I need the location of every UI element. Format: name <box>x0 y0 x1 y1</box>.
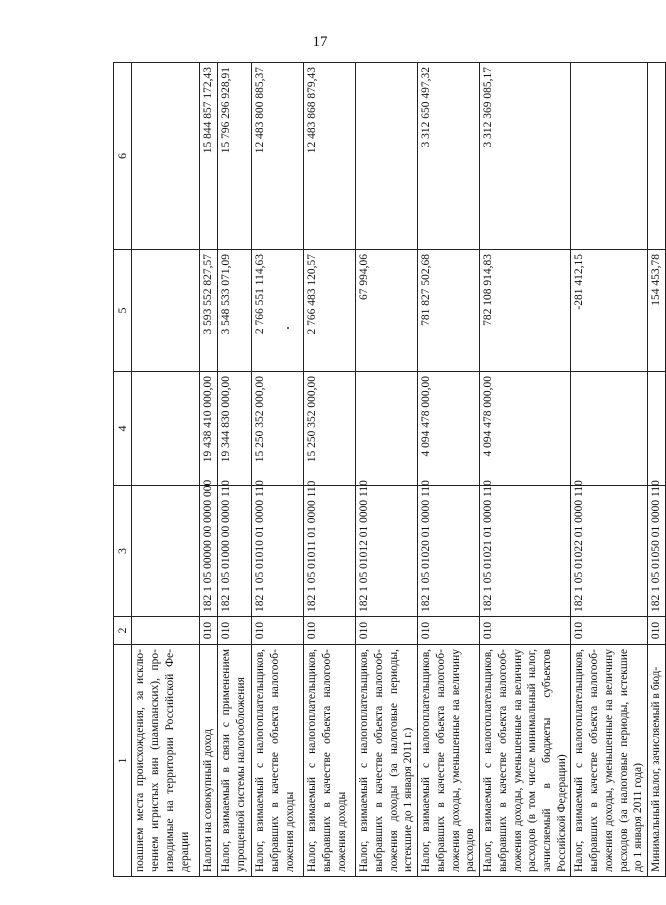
column-header: 6 <box>114 63 132 250</box>
row-name: Налог, взимаемый с налогоплательщиков, выбравших в качестве объекта налогообложения доходы, уменьшенные на величину расходов (в том числе минимальный налог, зачисляемый в бюджеты субъектов Российской Федерации) <box>480 645 571 877</box>
row-kbk: 182 1 05 01022 01 0000 110 <box>571 486 648 617</box>
row-kbk: 182 1 05 01010 01 0000 110 <box>252 486 304 617</box>
table-header-row <box>114 63 132 877</box>
row-remainder: 15 844 857 172,43 <box>200 63 218 250</box>
table-row <box>356 63 418 877</box>
budget-table <box>113 62 666 877</box>
row-remainder: 3 312 369 085,17 <box>480 63 571 250</box>
row-name: поашием места происхождения, за исключением игристых вин (шампанских), производимые на территории Российской Федерации <box>132 645 200 877</box>
table-row <box>132 63 200 877</box>
row-remainder <box>356 63 418 250</box>
row-remainder: 15 796 296 928,91 <box>218 63 252 250</box>
row-remainder <box>647 63 665 250</box>
rotated-table-container <box>113 63 662 877</box>
row-remainder: 3 312 650 497,32 <box>418 63 480 250</box>
row-plan <box>647 372 665 486</box>
row-name: Налог, взимаемый с налогоплательщиков, выбравших в качестве объекта налогообложения доходы, уменьшенные на величину расходов (за налоговые периоды, истекшие до 1 января 2011 года) <box>571 645 648 877</box>
column-header: 2 <box>114 617 132 645</box>
row-executed: 2 766 551 114,63 <box>252 250 304 372</box>
row-executed: 3 548 533 071,09 <box>218 250 252 372</box>
row-name: Минимальный налог, зачисляемый в бюд- <box>647 645 665 877</box>
row-executed: 781 827 502,68 <box>418 250 480 372</box>
row-executed: 782 108 914,83 <box>480 250 571 372</box>
row-kbk: 182 1 05 01000 00 0000 110 <box>218 486 252 617</box>
row-remainder <box>571 63 648 250</box>
row-name: Налог, взимаемый в связи с применением упрощенной системы налогообложения <box>218 645 252 877</box>
row-name: Налог, взимаемый с налогоплательщиков, выбравших в качестве объекта налогообложения доходы (за налоговые периоды, истекшие до 1 января 2011 г.) <box>356 645 418 877</box>
row-plan <box>132 372 200 486</box>
row-kbk: 182 1 05 01012 01 0000 110 <box>356 486 418 617</box>
page-number: 17 <box>312 34 328 50</box>
table-row <box>252 63 304 877</box>
row-code: 010 <box>480 617 571 645</box>
row-kbk: 182 1 05 01021 01 0000 110 <box>480 486 571 617</box>
row-remainder <box>132 63 200 250</box>
row-code: 010 <box>304 617 356 645</box>
row-kbk: 182 1 05 01011 01 0000 110 <box>304 486 356 617</box>
row-plan: 15 250 352 000,00 <box>252 372 304 486</box>
row-name: Налог, взимаемый с налогоплательщиков, выбравших в качестве объекта налогообложения доходы <box>304 645 356 877</box>
row-plan <box>356 372 418 486</box>
column-header: 3 <box>114 486 132 617</box>
row-executed <box>132 250 200 372</box>
row-kbk <box>132 486 200 617</box>
row-executed: 154 453,78 <box>647 250 665 372</box>
row-plan: 4 094 478 000,00 <box>480 372 571 486</box>
row-executed: -281 412,15 <box>571 250 648 372</box>
row-code: 010 <box>356 617 418 645</box>
table-row <box>571 63 648 877</box>
row-kbk: 182 1 05 01050 01 0000 110 <box>647 486 665 617</box>
row-plan: 19 344 830 000,00 <box>218 372 252 486</box>
row-remainder: 12 483 800 885,37 <box>252 63 304 250</box>
row-plan: 4 094 478 000,00 <box>418 372 480 486</box>
column-header: 5 <box>114 250 132 372</box>
table-row <box>200 63 218 877</box>
table-row <box>418 63 480 877</box>
row-code: 010 <box>252 617 304 645</box>
row-plan <box>571 372 648 486</box>
row-remainder: 12 483 868 879,43 <box>304 63 356 250</box>
table-row <box>304 63 356 877</box>
row-plan: 15 250 352 000,00 <box>304 372 356 486</box>
table-row <box>647 63 665 877</box>
row-executed: 2 766 483 120,57 <box>304 250 356 372</box>
row-name: Налог, взимаемый с налогоплательщиков, выбравших в качестве объекта налогообложения доходы <box>252 645 304 877</box>
row-code: 010 <box>647 617 665 645</box>
row-executed: 3 593 552 827,57 <box>200 250 218 372</box>
row-plan: 19 438 410 000,00 <box>200 372 218 486</box>
row-executed: 67 994,06 <box>356 250 418 372</box>
row-code: 010 <box>418 617 480 645</box>
row-code: 010 <box>200 617 218 645</box>
scan-speck <box>287 327 289 329</box>
row-kbk: 182 1 05 00000 00 0000 000 <box>200 486 218 617</box>
row-code: 010 <box>218 617 252 645</box>
table-row <box>218 63 252 877</box>
row-code <box>132 617 200 645</box>
row-name: Налог, взимаемый с налогоплательщиков, выбравших в качестве объекта налогообложения доходы, уменьшенные на величину расходов <box>418 645 480 877</box>
row-kbk: 182 1 05 01020 01 0000 110 <box>418 486 480 617</box>
column-header: 4 <box>114 372 132 486</box>
row-code: 010 <box>571 617 648 645</box>
row-name: Налоги на совокупный доход <box>200 645 218 877</box>
column-header: 1 <box>114 645 132 877</box>
table-row <box>480 63 571 877</box>
